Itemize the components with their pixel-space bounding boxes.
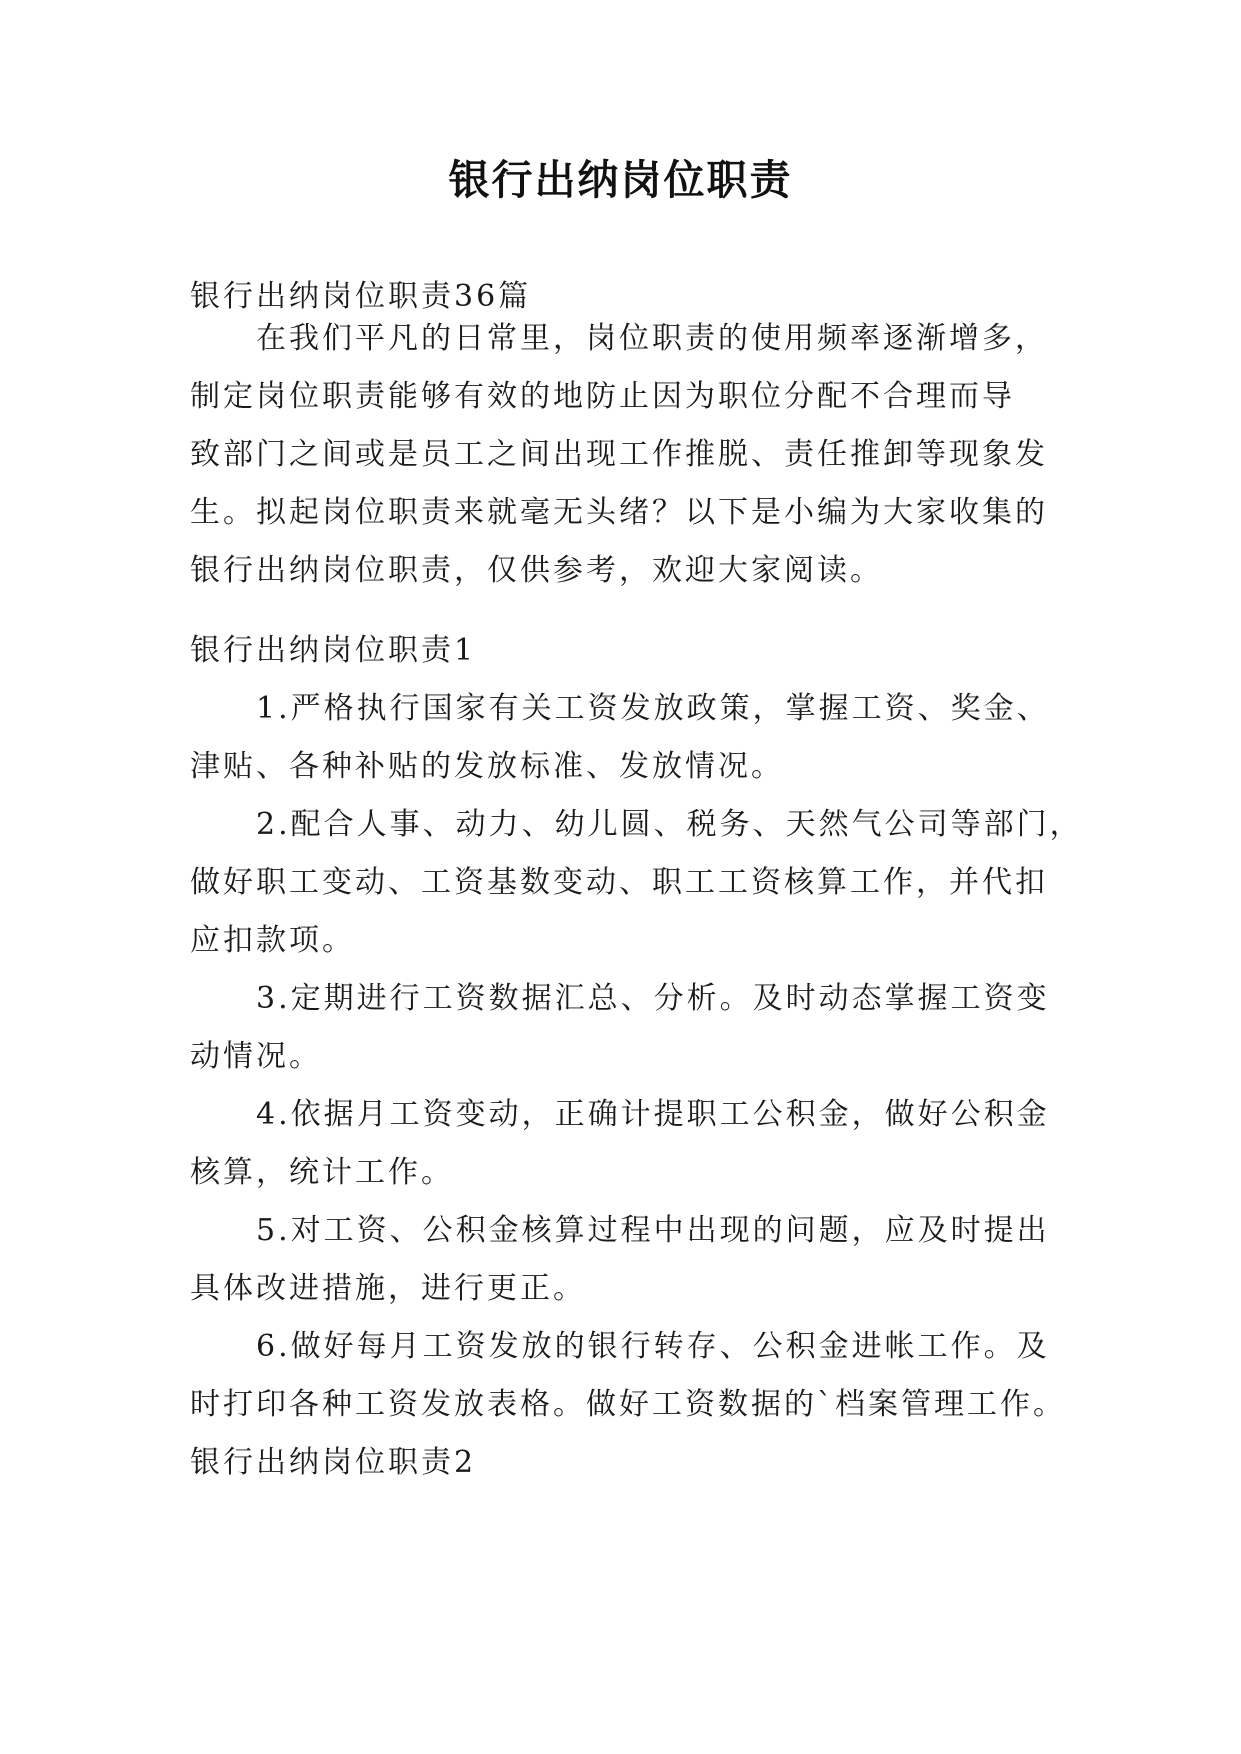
intro-line: 生。拟起岗位职责来就毫无头绪？以下是小编为大家收集的: [190, 495, 1048, 530]
document-title: 银行出纳岗位职责: [448, 156, 793, 204]
duty-item-6-line: 时打印各种工资发放表格。做好工资数据的`档案管理工作。: [190, 1387, 1066, 1422]
duty-item-2-line: 做好职工变动、工资基数变动、职工工资核算工作，并代扣: [190, 865, 1048, 900]
intro-line: 银行出纳岗位职责，仅供参考，欢迎大家阅读。: [190, 553, 883, 588]
duty-item-5-line: 5.对工资、公积金核算过程中出现的问题，应及时提出: [256, 1213, 1050, 1248]
duty-item-2-line: 2.配合人事、动力、幼儿圆、税务、天然气公司等部门，: [256, 807, 1083, 842]
section-heading: 银行出纳岗位职责1: [190, 633, 477, 668]
duty-item-6-line: 6.做好每月工资发放的银行转存、公积金进帐工作。及: [256, 1329, 1050, 1364]
document-subtitle: 银行出纳岗位职责36篇: [190, 279, 532, 314]
duty-item-1-line: 1.严格执行国家有关工资发放政策，掌握工资、奖金、: [256, 691, 1050, 726]
duty-item-1-line: 津贴、各种补贴的发放标准、发放情况。: [190, 749, 784, 784]
duty-item-3-line: 动情况。: [190, 1039, 322, 1074]
duty-item-4-line: 核算，统计工作。: [190, 1155, 454, 1190]
section-1: [190, 622, 1083, 1492]
intro-line: 在我们平凡的日常里，岗位职责的使用频率逐渐增多，: [256, 321, 1048, 356]
duty-item-2-line: 应扣款项。: [190, 923, 355, 958]
duty-item-3-line: 3.定期进行工资数据汇总、分析。及时动态掌握工资变: [256, 981, 1050, 1016]
intro-paragraph: [190, 310, 1070, 600]
section-heading: 银行出纳岗位职责2: [190, 1445, 477, 1480]
intro-line: 致部门之间或是员工之间出现工作推脱、责任推卸等现象发: [190, 437, 1048, 472]
intro-line: 制定岗位职责能够有效的地防止因为职位分配不合理而导: [190, 379, 1015, 414]
duty-item-5-line: 具体改进措施，进行更正。: [190, 1271, 586, 1306]
duty-item-4-line: 4.依据月工资变动，正确计提职工公积金，做好公积金: [256, 1097, 1050, 1132]
